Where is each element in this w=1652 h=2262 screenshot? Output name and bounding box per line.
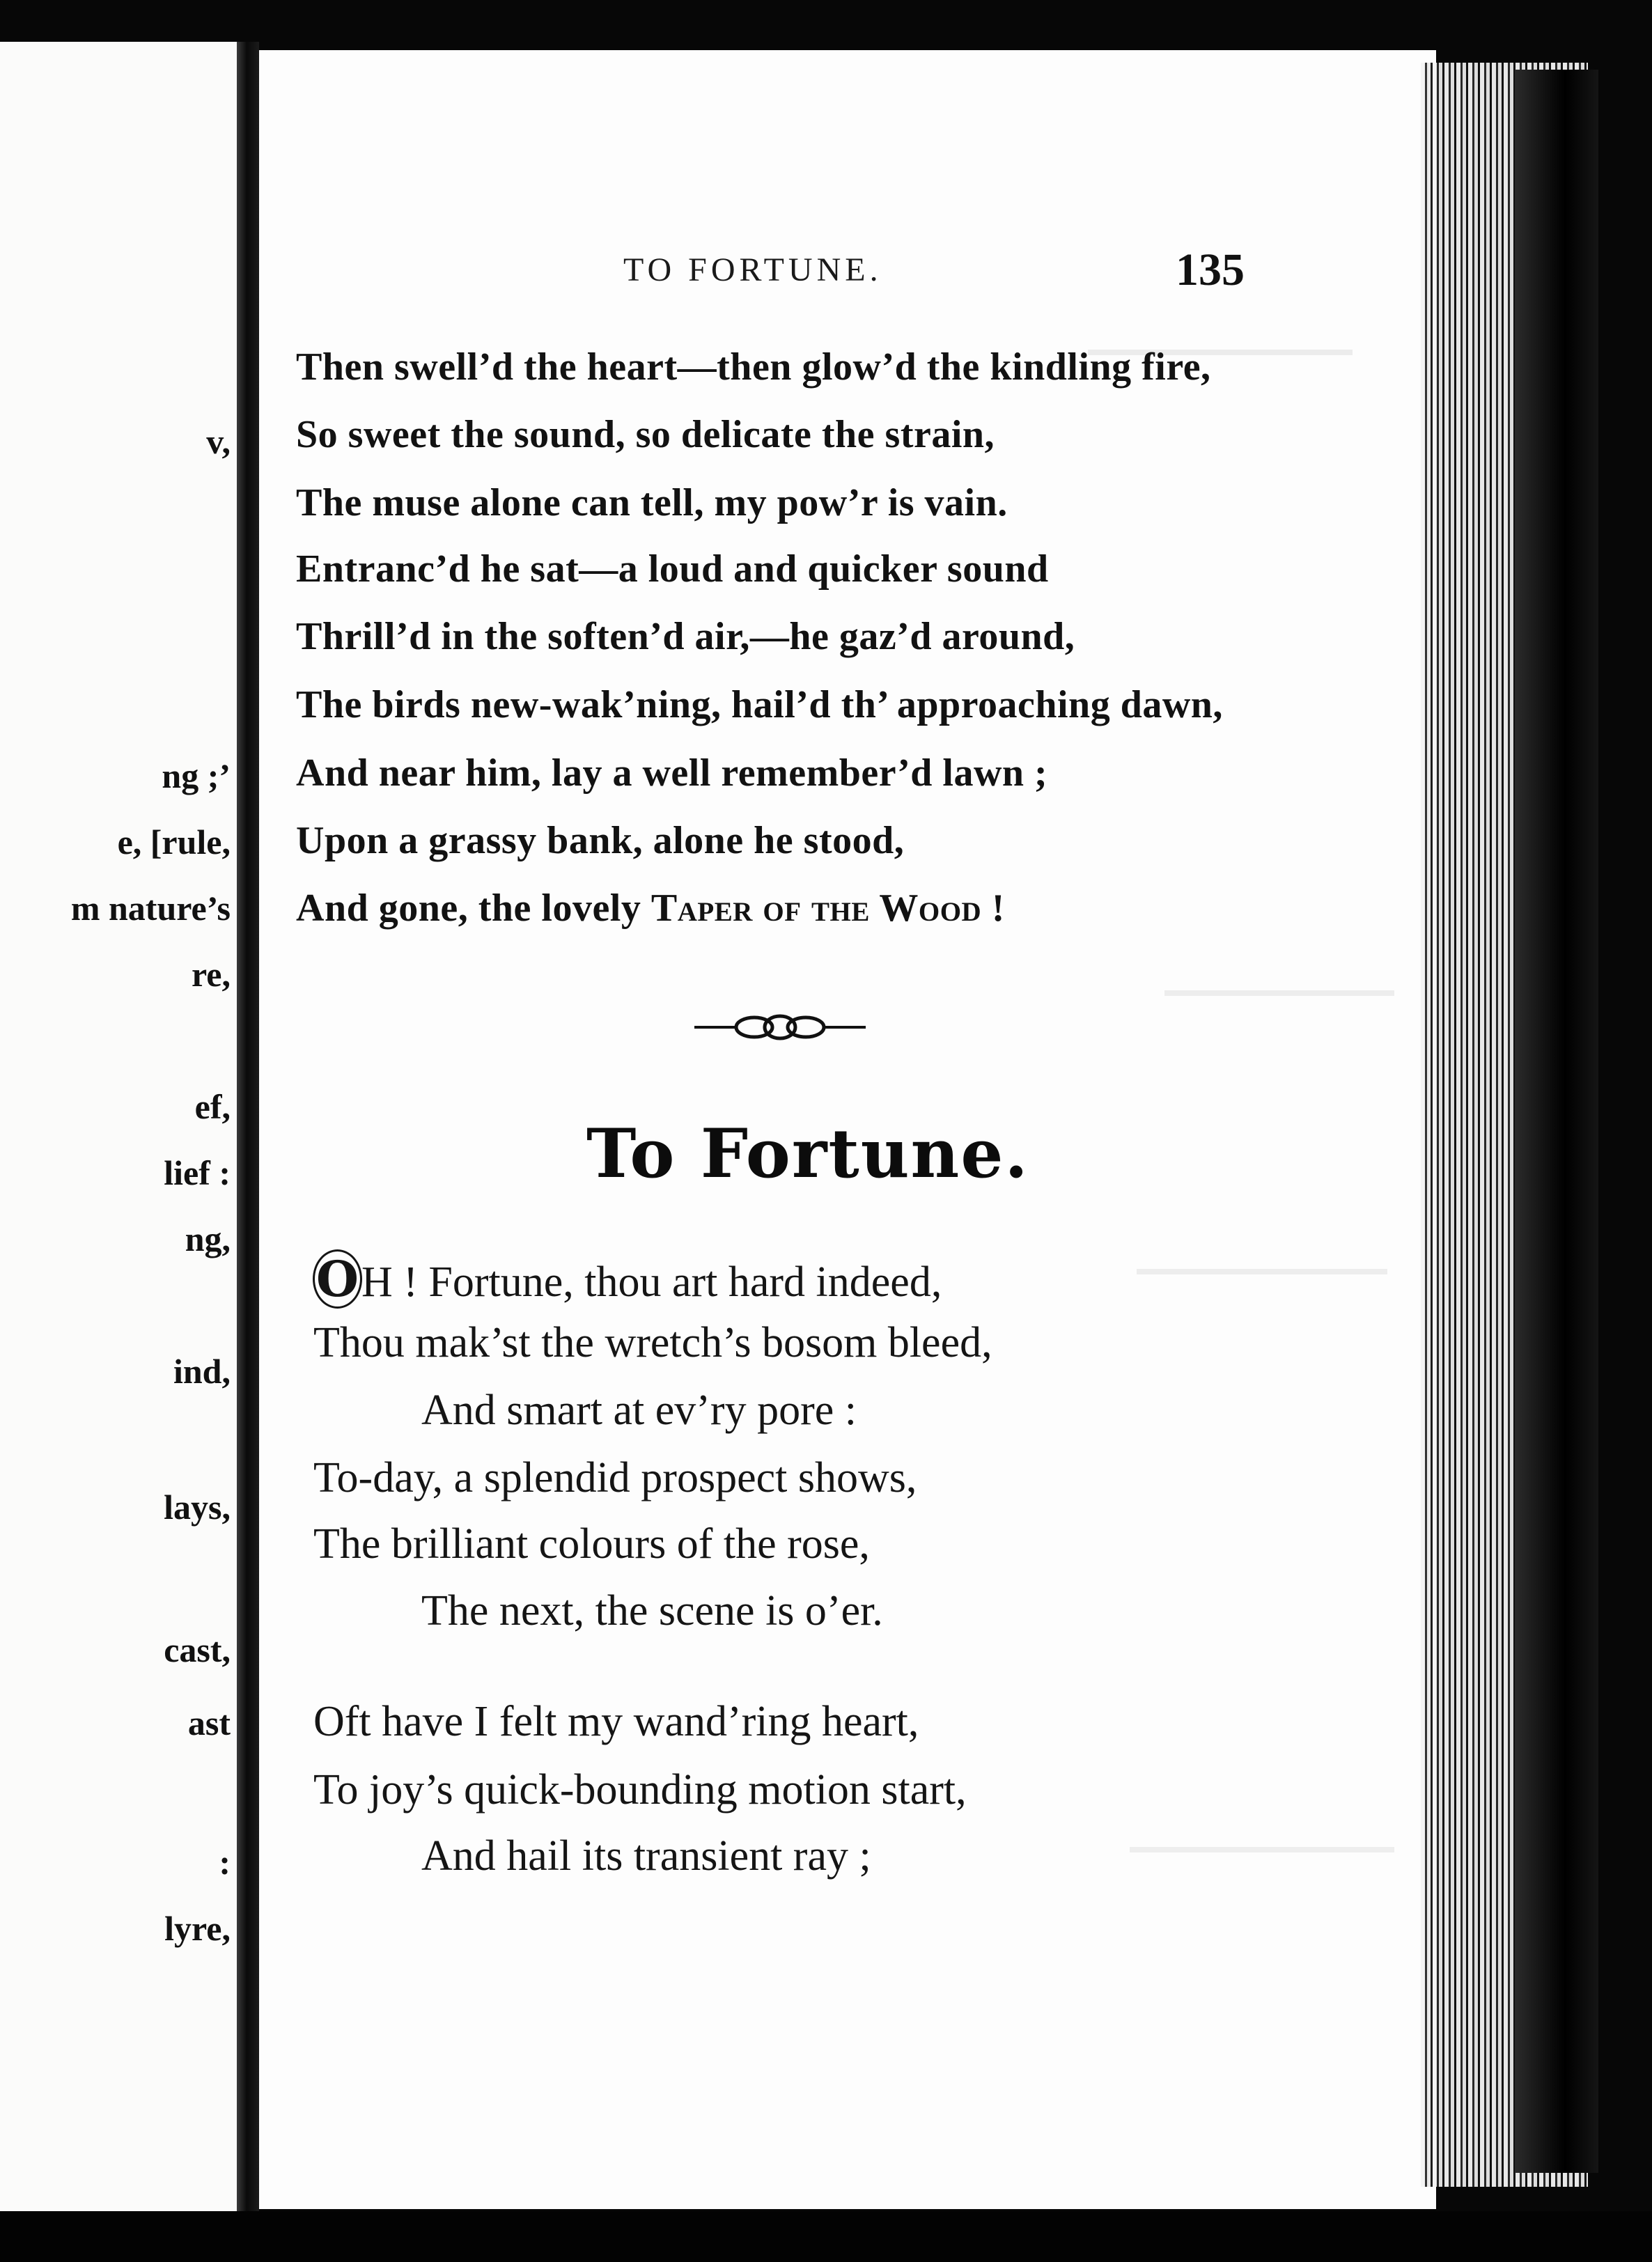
left-page-fragment: : xyxy=(219,1843,231,1882)
left-page-fragment: lief : xyxy=(164,1153,231,1192)
verse-line: To-day, a splendid prospect shows, xyxy=(313,1454,917,1502)
verse-line: The brilliant colours of the rose, xyxy=(313,1520,870,1568)
verse-line: Oft have I felt my wand’ring heart, xyxy=(313,1698,919,1745)
bleed-through-mark xyxy=(1164,990,1394,996)
book-gutter xyxy=(237,42,259,2215)
verse-line: The next, the scene is o’er. xyxy=(421,1587,883,1635)
scan-bottom-edge xyxy=(0,2211,1652,2262)
left-page-fragment: ast xyxy=(187,1703,231,1742)
left-page-fragment: e, [rule, xyxy=(117,822,231,861)
bleed-through-mark xyxy=(1137,1269,1387,1274)
verse-line: To joy’s quick-bounding motion start, xyxy=(313,1766,967,1814)
verse-line: Thrill’d in the soften’d air,—he gaz’d around, xyxy=(296,615,1075,658)
book-cover-edge xyxy=(1515,70,1598,2173)
verse-line: Thou mak’st the wretch’s bosom bleed, xyxy=(313,1319,992,1366)
poem-title: To Fortune. xyxy=(586,1114,1029,1193)
page-number: 135 xyxy=(1176,244,1245,295)
verse-line: The muse alone can tell, my pow’r is vain. xyxy=(296,481,1008,524)
verse-line: Upon a grassy bank, alone he stood, xyxy=(296,819,905,862)
verse-line: Entranc’d he sat—a loud and quicker sound xyxy=(296,547,1049,591)
left-page-fragment: ng ;’ xyxy=(162,756,231,795)
verse-line: Then swell’d the heart—then glow’d the kindling fire, xyxy=(296,345,1211,389)
verse-line-last xyxy=(296,886,1005,930)
left-page-fragment: ind, xyxy=(173,1352,231,1391)
verse-line: The birds new-wak’ning, hail’d th’ approaching dawn, xyxy=(296,683,1223,726)
verse-line: And near him, lay a well remember’d lawn ; xyxy=(296,751,1048,795)
verse-text: H ! Fortune, thou art hard indeed, xyxy=(361,1258,942,1306)
left-page-fragment: v, xyxy=(206,422,231,461)
drop-cap: O xyxy=(313,1250,361,1308)
verse-line-first xyxy=(313,1250,942,1308)
left-page-fragment: re, xyxy=(192,955,231,994)
left-page-fragment: m nature’s xyxy=(70,889,231,928)
verse-smallcaps-text: Taper of the Wood xyxy=(650,887,982,930)
left-page-fragment: cast, xyxy=(164,1630,231,1669)
left-page-fragment: lays, xyxy=(164,1488,231,1527)
verse-line: And hail its transient ray ; xyxy=(421,1832,871,1880)
ornament-divider xyxy=(693,1006,867,1048)
left-page-fragment: ng, xyxy=(185,1219,231,1258)
left-facing-page xyxy=(0,42,240,2211)
verse-line: And smart at ev’ry pore : xyxy=(421,1387,857,1434)
verse-text: ! xyxy=(981,887,1005,930)
left-page-fragment: ef, xyxy=(194,1087,231,1126)
running-head: TO FORTUNE. xyxy=(623,251,882,288)
verse-text: And gone, the lovely xyxy=(296,887,651,930)
left-page-fragment: lyre, xyxy=(164,1909,231,1948)
verse-line: So sweet the sound, so delicate the strain, xyxy=(296,413,995,456)
bleed-through-mark xyxy=(1130,1847,1394,1852)
